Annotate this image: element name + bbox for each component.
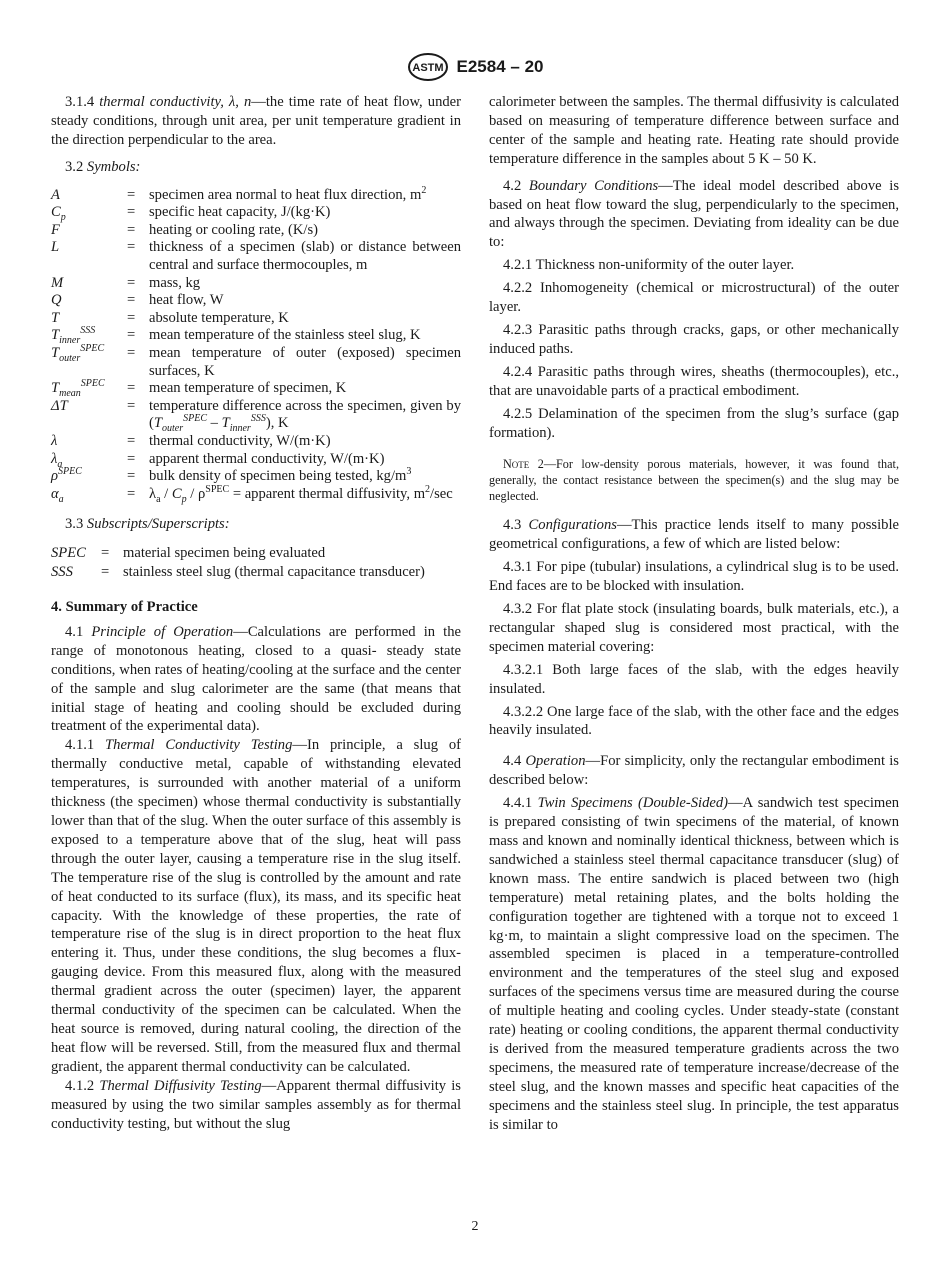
page-number: 2: [471, 1219, 479, 1234]
para-3-1-4: 3.1.4 thermal conductivity, λ, n—the time rate of heat flow, under steady conditions, through unit area, per unit temperature gradient in the direction perpendicular to the area.: [51, 94, 461, 148]
svg-text:ASTM: ASTM: [411, 62, 444, 74]
para-3-2: 3.2 Symbols:: [65, 158, 141, 175]
symbol-row: $T_{mean}^{SPEC}$ = mean temperature of specimen, K: [51, 378, 347, 400]
symbol-row: $\alpha_a$ = $\lambda_a / C_p / \rho^{SPEC}$ = apparent thermal diffusivity, $m^2/\sec$: [51, 483, 453, 505]
symbols-table: [51, 184, 461, 505]
note-2: Note 2—For low-density porous materials, however, it was found that, generally, the contact resistance between the specimen(s) and the slug may be neglected.: [489, 457, 899, 504]
symbol-row: $\lambda_a$ = apparent thermal conductivity, W/(m·K): [51, 450, 385, 470]
para-4-4-1: 4.4.1 Twin Specimens (Double-Sided)—A sandwich test specimen is prepared consisting of twin specimens of the material, of known mass and known and nominally identical thickness, between which is sandwiched a stainless steel thermal capacitance transducer (slug) of known mass. The entire sandwich is placed between two (high temperature) metal retaining plates, and the bolts holding the configuration together are tightened with a torque not to exceed 1 kg·m, to maintain a slight compressive load on the specimen. The assembled specimen is placed in a temperature-controlled environment and the temperatures of the steel slug and exposed surfaces of the specimens versus time are measured during the course of multiple heating and cooling cycles. Under steady-state (constant rate) heating or cooling conditions, the apparent thermal conductivity is derived from the measured temperature gradients across the two specimens, the measured rate of temperature increase/decrease of the steel slug, and the known masses and specific heat capacities of the specimens and the stainless steel slug. In principle, the test apparatus is similar to: [489, 795, 899, 1133]
para-4-3: 4.3 Configurations—This practice lends itself to many possible geometrical configurations, a few of which are listed below:: [489, 517, 899, 553]
para-4-4: 4.4 Operation—For simplicity, only the rectangular embodiment is described below:: [489, 753, 899, 789]
symbol-row: M = mass, kg: [51, 274, 201, 291]
symbol-row: Q = heat flow, W: [51, 292, 224, 309]
symbol-row: L = thickness of a specimen (slab) or distance between central and surface thermocouples, m: [51, 239, 461, 273]
para-continued: calorimeter between the samples. The thermal diffusivity is calculated based on measuring of temperature difference between surface and center of the sample and heating rate. Heating rate should provide temperature difference in the samples about 5 K – 50 K.: [489, 94, 899, 167]
para-4-2-2: 4.2.2 Inhomogeneity (chemical or microstructural) of the outer layer.: [489, 280, 899, 316]
symbol-row: T = absolute temperature, K: [51, 309, 289, 326]
symbol-row: $T_{inner}^{SSS}$ = mean temperature of the stainless steel slug, K: [51, 325, 421, 347]
symbol-row: $T_{outer}^{SPEC}$ = mean temperature of outer (exposed) specimen surfaces, K: [51, 343, 461, 379]
section-heading-4: 4. Summary of Practice: [51, 599, 198, 616]
para-4-1: 4.1 Principle of Operation—Calculations are performed in the range of monotonous heating, closed to a quasi- steady state conditions, when rates of heating/cooling at the surface and the center of the sample and slug calorimeter are the same (that means that initial stage of heating and cooling should be excluded during treatment of the experimental data).: [51, 623, 461, 735]
para-4-3-2-1: 4.3.2.1 Both large faces of the slab, with the edges heavily insulated.: [489, 661, 899, 697]
symbol-row: ΔT = temperature difference across the specimen, given by $(T_{outer}^{SPEC} - T_{inner}^{SSS})$, K: [51, 397, 461, 435]
page-header: [0, 52, 950, 82]
para-4-2-4: 4.2.4 Parasitic paths through wires, sheaths (thermocouples), etc., that are unavoidable parts of a practical embodiment.: [489, 363, 899, 399]
para-4-2-3: 4.2.3 Parasitic paths through cracks, gaps, or other mechanically induced paths.: [489, 321, 899, 357]
para-4-3-2: 4.3.2 For flat plate stock (insulating boards, bulk materials, etc.), a rectangular shaped slug is considered most practical, with the specimen material covering:: [489, 601, 899, 655]
para-4-3-1: 4.3.1 For pipe (tubular) insulations, a cylindrical slug is to be used. End faces are to be blocked with insulation.: [489, 559, 899, 595]
para-4-2: 4.2 Boundary Conditions—The ideal model described above is based on heat flow toward the slug, perpendicularly to the specimen, and always through the specimen. Deviating from ideality can be due to:: [489, 177, 900, 251]
subscript-row: SPEC = material specimen being evaluated: [51, 545, 326, 562]
para-4-2-1: 4.2.1 Thickness non-uniformity of the outer layer.: [503, 257, 795, 274]
symbol-row: F = heating or cooling rate, (K/s): [51, 221, 318, 238]
para-4-3-2-2: 4.3.2.2 One large face of the slab, with the other face and the edges heavily insulated.: [489, 703, 899, 739]
subscripts-table: [51, 544, 461, 582]
left-column: [51, 93, 461, 1133]
para-4-1-2: 4.1.2 Thermal Diffusivity Testing—Apparent thermal diffusivity is measured by using the two similar samples assembly as for thermal conductivity testing, but without the slug: [51, 1077, 461, 1132]
subscript-row: SSS = stainless steel slug (thermal capacitance transducer): [51, 564, 425, 581]
symbol-row: $C_p$ = specific heat capacity, J/(kg·K): [51, 204, 331, 224]
para-3-3: 3.3 Subscripts/Superscripts:: [65, 516, 230, 533]
symbol-row: A = specimen area normal to heat flux direction, $m^2$: [51, 184, 427, 203]
astm-logo-icon: [407, 52, 449, 82]
right-column: [489, 93, 899, 1135]
standard-designation: E2584 – 20: [456, 57, 544, 76]
symbol-row: λ = thermal conductivity, W/(m·K): [51, 432, 331, 449]
symbol-row: $\rho^{SPEC}$ = bulk density of specimen being tested, $kg/m^3$: [51, 466, 412, 485]
para-4-2-5: 4.2.5 Delamination of the specimen from the slug’s surface (gap formation).: [489, 405, 899, 441]
para-4-1-1: 4.1.1 Thermal Conductivity Testing—In principle, a slug of thermally conductive metal, capable of withstanding elevated temperatures, is surrounded with another material of a uniform thickness (the specimen) whose thermal conductivity is substantially lower than that of the slug. When the outer surface of this assembly is exposed to a temperature above that of the slug, heat will pass through the outer layer, causing a temperature rise in the slug itself. The temperature rise of the slug is controlled by the amount and rate of heat conducted to its surface (flux), its mass, and its specific heat capacity. With the knowledge of these properties, the rate of temperature rise of the slug is in direct proportion to the heat flux entering it. Thus, under these conditions, the slug becomes a flux-gauging device. From this measured flux, along with the measured thermal gradient across the outer (specimen) layer, the apparent thermal conductivity of the specimen can be calculated. When the heat source is removed, during natural cooling, the direction of the heat flow will be reversed. Still, from the measured flux and thermal gradient, the apparent thermal conductivity can be calculated.: [51, 737, 461, 1075]
